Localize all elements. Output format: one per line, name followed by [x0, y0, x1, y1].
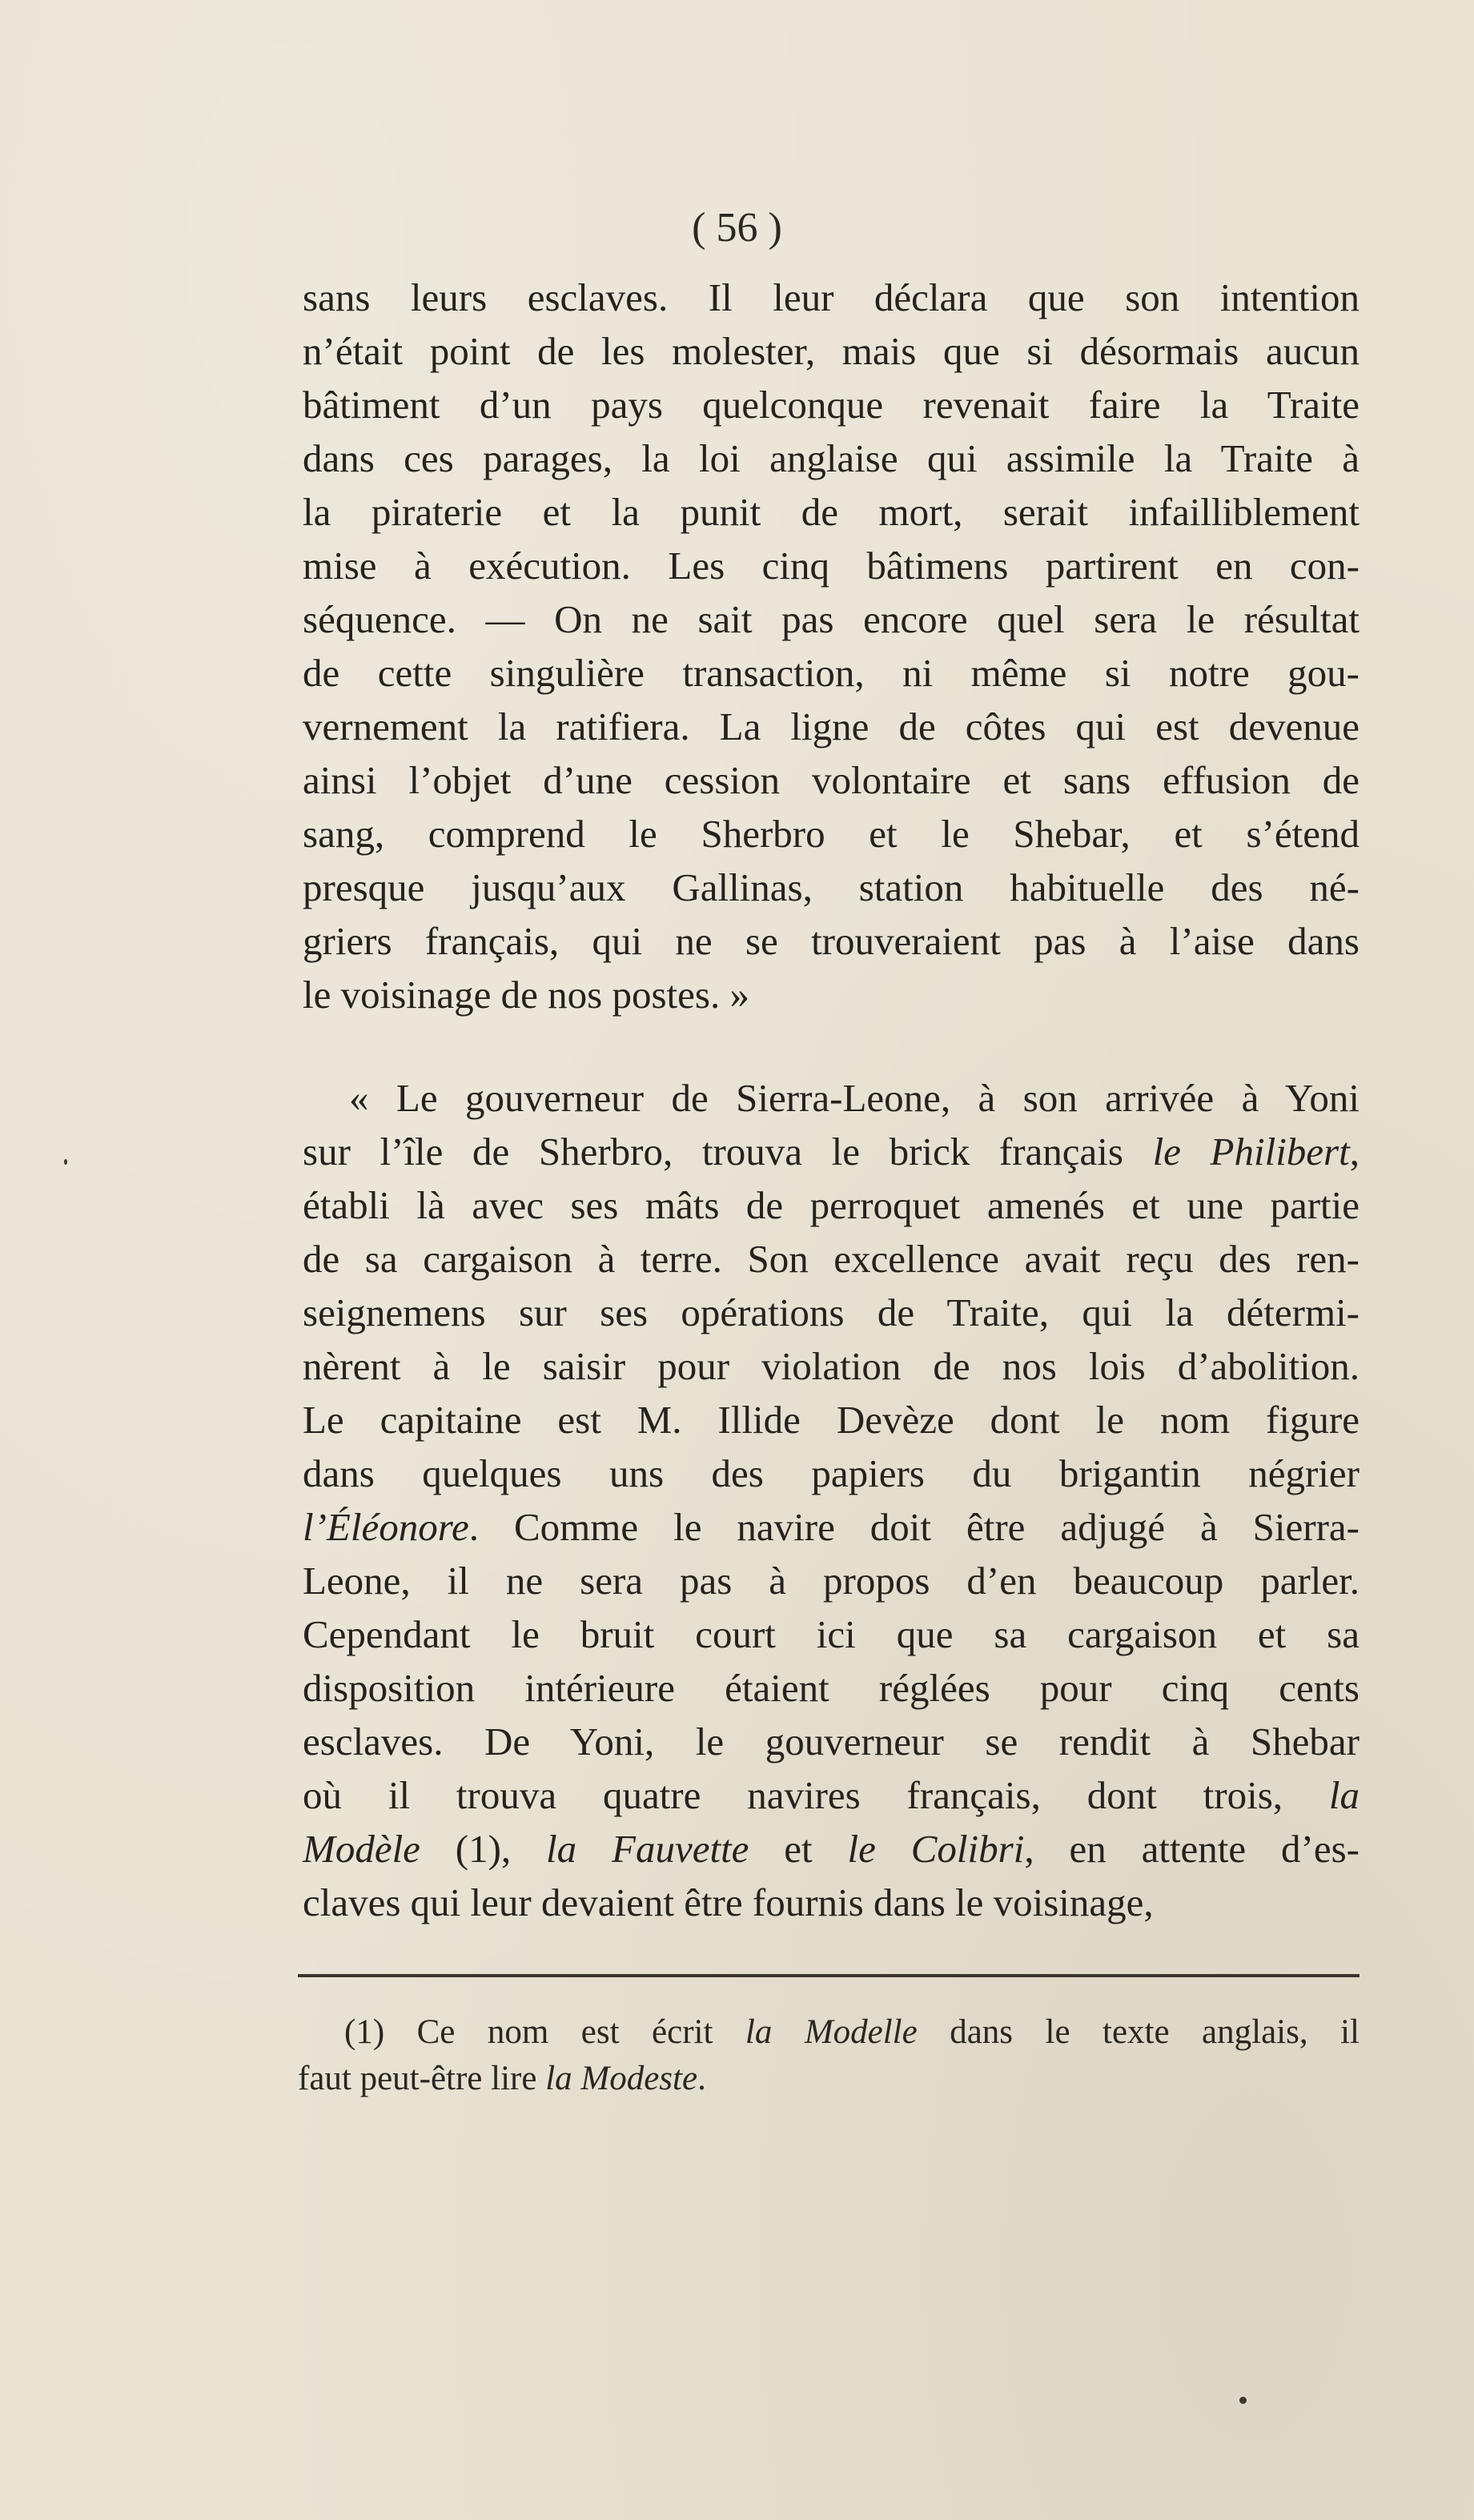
text-segment: et: [749, 1827, 848, 1871]
text-segment: Cependant le bruit court ici que sa cargaison et sa: [303, 1612, 1360, 1656]
text-line: de cette singulière transaction, ni même si notre gou-: [303, 651, 1360, 695]
text-line: [303, 1876, 1360, 1929]
text-line: n’était point de les molester, mais que si désormais aucun: [303, 329, 1360, 373]
paper-speck: [1239, 2397, 1247, 2404]
text-line: mise à exécution. Les cinq bâtimens partirent en con-: [303, 544, 1360, 588]
text-line: [303, 1286, 1360, 1339]
text-line: la piraterie et la punit de mort, serait infailliblement: [303, 490, 1360, 534]
italic-text: la Modelle: [745, 2013, 918, 2051]
page-number: ( 56 ): [692, 205, 782, 251]
italic-text: le Colibri: [847, 1827, 1025, 1871]
text-line: [303, 1071, 1360, 1125]
text-segment: « Le gouverneur de Sierra-Leone, à son arrivée à Yoni: [349, 1076, 1360, 1120]
paper-speck: [64, 1159, 67, 1165]
text-segment: disposition intérieure étaient réglées pour cinq cents: [303, 1666, 1360, 1710]
text-segment: (1) Ce nom est écrit: [344, 2013, 745, 2051]
text-line: [303, 1447, 1360, 1500]
text-line: [303, 1822, 1360, 1876]
text-line: [303, 1339, 1360, 1393]
text-line: dans ces parages, la loi anglaise qui assimile la Traite à: [303, 436, 1360, 480]
text-line: griers français, qui ne se trouveraient pas à l’aise dans: [303, 919, 1360, 963]
text-line: ainsi l’objet d’une cession volontaire et sans effusion de: [303, 758, 1360, 802]
text-segment: esclaves. De Yoni, le gouverneur se rendit à Shebar: [303, 1719, 1360, 1764]
text-line: [298, 2009, 1360, 2056]
text-line: [303, 1178, 1360, 1232]
text-line: sans leurs esclaves. Il leur déclara que son intention: [303, 275, 1360, 319]
text-line: [303, 1768, 1360, 1822]
text-segment: où il trouva quatre navires français, dont trois,: [303, 1773, 1329, 1817]
italic-text: la: [1328, 1773, 1360, 1817]
paragraph-1: [303, 271, 1360, 1021]
text-line: [303, 1607, 1360, 1661]
text-segment: . Comme le navire doit être adjugé à Sierra-: [468, 1505, 1360, 1549]
italic-text: le Philibert: [1152, 1130, 1350, 1174]
text-line: [303, 1554, 1360, 1607]
text-line: [303, 1393, 1360, 1447]
text-line: [303, 1232, 1360, 1286]
text-line: bâtiment d’un pays quelconque revenait faire la Traite: [303, 383, 1360, 427]
italic-text: la Modeste: [545, 2060, 698, 2097]
footnote: [298, 2009, 1360, 2102]
text-line: [303, 1715, 1360, 1768]
text-segment: , en attente d’es-: [1024, 1827, 1360, 1871]
paragraph-2: [303, 1071, 1360, 1929]
italic-text: Modèle: [303, 1827, 420, 1871]
text-segment: claves qui leur devaient être fournis dans le voisinage,: [303, 1880, 1154, 1924]
text-segment: Le capitaine est M. Illide Devèze dont le nom figure: [303, 1398, 1360, 1442]
text-line: [303, 1661, 1360, 1715]
text-segment: dans quelques uns des papiers du brigantin négrier: [303, 1451, 1360, 1495]
text-line: séquence. — On ne sait pas encore quel sera le résultat: [303, 597, 1360, 641]
text-segment: Leone, il ne sera pas à propos d’en beaucoup parler.: [303, 1559, 1360, 1603]
text-segment: ,: [1349, 1130, 1360, 1174]
text-line: [298, 2056, 1360, 2102]
text-line: [303, 1125, 1360, 1178]
footnote-rule: [298, 1974, 1360, 1977]
text-segment: nèrent à le saisir pour violation de nos lois d’abolition.: [303, 1344, 1360, 1388]
italic-text: l’Éléonore: [303, 1505, 469, 1549]
text-segment: établi là avec ses mâts de perroquet amenés et une partie: [303, 1183, 1360, 1227]
text-line: presque jusqu’aux Gallinas, station habituelle des né-: [303, 865, 1360, 909]
italic-text: la Fauvette: [546, 1827, 749, 1871]
text-line: le voisinage de nos postes. »: [303, 973, 749, 1017]
text-segment: seignemens sur ses opérations de Traite, qui la détermi-: [303, 1290, 1360, 1334]
text-segment: de sa cargaison à terre. Son excellence avait reçu des ren-: [303, 1237, 1360, 1281]
text-segment: dans le texte anglais, il: [917, 2013, 1360, 2051]
text-segment: (1),: [420, 1827, 547, 1871]
text-segment: faut peut-être lire: [298, 2060, 546, 2097]
text-line: [303, 1500, 1360, 1554]
text-line: sang, comprend le Sherbro et le Shebar, et s’étend: [303, 812, 1360, 856]
text-segment: .: [697, 2060, 706, 2097]
text-line: vernement la ratifiera. La ligne de côtes qui est devenue: [303, 704, 1360, 748]
text-segment: sur l’île de Sherbro, trouva le brick français: [303, 1130, 1153, 1174]
